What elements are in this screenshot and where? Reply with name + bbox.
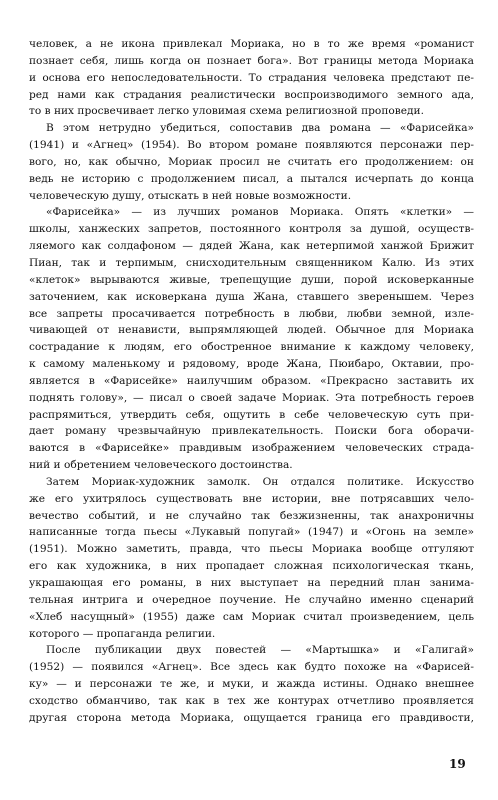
text-line: украшающая его романы, в них выступает на передний план занима- bbox=[29, 577, 474, 589]
text-line: поднять голову», — писал о своей задаче Мориак. Эта потребность героев bbox=[29, 391, 474, 404]
text-line: ний и обретением человеческого достоинства. bbox=[29, 459, 293, 472]
text-line: «Хлеб насущный» (1955) даже сам Мориак считал произведением, цель bbox=[29, 610, 474, 623]
text-line: ваются в «Фарисейке» правдивым изображением человеческих страда- bbox=[29, 442, 474, 455]
text-line: его как художника, в них пропадает сложная психологическая ткань, bbox=[29, 560, 474, 573]
text-line: ляемого как солдафоном — дядей Жана, как нетерпимой ханжой Брижит bbox=[29, 240, 474, 253]
text-line: другая сторона метода Мориака, ощущается граница его правдивости, bbox=[29, 711, 474, 724]
paragraph-2 bbox=[29, 120, 474, 204]
text-line: В этом нетрудно убедиться, сопоставив два романа — «Фарисейка» bbox=[46, 122, 474, 135]
text-line: сходство обманчиво, так как в тех же контурах отчетливо проявляется bbox=[29, 694, 474, 707]
text-line: вечество событий, и не случайно так безжизненны, так анахроничны bbox=[29, 509, 474, 522]
text-line: распрямиться, утвердить себя, ощутить в себе человеческую суть при- bbox=[29, 408, 474, 421]
text-line: написанные тогда пьесы «Лукавый попугай» (1947) и «Огонь на земле» bbox=[29, 526, 474, 539]
text-line: дает роману чрезвычайную привлекательность. Поиски бога оборачи- bbox=[29, 425, 474, 438]
text-line: ведь не историю с продолжением писал, а пытался исчерпать до конца bbox=[29, 172, 474, 185]
page-body bbox=[29, 36, 474, 727]
text-line: ред нами как страдания реалистически воспроизводимого земного ада, bbox=[29, 88, 474, 101]
text-line: познает себя, лишь когда он познает бога». Вот границы метода Мориака bbox=[29, 54, 474, 67]
text-line: Затем Мориак-художник замолк. Он отдался политике. Искусство bbox=[46, 475, 474, 488]
paragraph-3 bbox=[29, 204, 474, 474]
text-line: (1951). Можно заметить, правда, что пьесы Мориака вообще отгуляют bbox=[29, 543, 474, 556]
text-line: «клеток» вырываются живые, трепещущие души, порой исковерканные bbox=[29, 273, 474, 286]
paragraph-4 bbox=[29, 474, 474, 642]
text-line: сострадание к людям, его обостренное внимание к каждому человеку, bbox=[29, 341, 474, 354]
text-line: человеческую душу, отыскать в ней новые возможности. bbox=[29, 189, 352, 202]
text-line: заточением, как исковеркана душа Жана, ставшего зверенышем. Через bbox=[29, 290, 474, 303]
text-line: ку» — и персонажи те же, и муки, и жажда истины. Однако внешнее bbox=[29, 678, 474, 691]
text-line: к самому маленькому и рядовому, вроде Жана, Пюибаро, Октавии, про- bbox=[29, 358, 474, 371]
text-line: школы, ханжеских запретов, постоянного контроля за душой, осуществ- bbox=[29, 223, 474, 236]
text-line: После публикации двух повестей — «Мартышка» и «Галигай» bbox=[46, 644, 474, 657]
text-line: (1941) и «Агнец» (1954). Во втором романе появляются персонажи пер- bbox=[29, 139, 474, 152]
text-line: «Фарисейка» — из лучших романов Мориака. Опять «клетки» — bbox=[46, 206, 474, 219]
text-line: человек, а не икона привлекал Мориака, но в то же время «романист bbox=[29, 38, 474, 50]
text-line: является в «Фарисейке» наилучшим образом. «Прекрасно заставить их bbox=[29, 374, 474, 387]
text-line: Пиан, так и терпимым, снисходительным священником Калю. Из этих bbox=[29, 256, 474, 269]
text-line: все запреты просачивается потребность в любви, любви земной, изле- bbox=[29, 307, 474, 320]
text-line: вого, но, как обычно, Мориак просил не считать его продолжением: он bbox=[29, 155, 474, 168]
text-line: то в них просвечивает легко уловимая схема религиозной проповеди. bbox=[29, 105, 424, 118]
text-line: чивающей от ненависти, выпрямляющей людей. Обычное для Мориака bbox=[29, 324, 474, 337]
page-number: 19 bbox=[449, 757, 466, 771]
text-line: (1952) — появился «Агнец». Все здесь как будто похоже на «Фарисей- bbox=[29, 661, 474, 674]
text-line: которого — пропаганда религии. bbox=[29, 627, 216, 640]
text-line: тельная интрига и очередное поучение. Не случайно именно сценарий bbox=[29, 593, 474, 606]
text-line: и основа его непоследовательности. То страдания человека предстают пе- bbox=[29, 71, 474, 84]
paragraph-5 bbox=[29, 642, 474, 726]
text-line: же его ухитрялось существовать вне истории, вне потрясавших чело- bbox=[29, 492, 474, 505]
paragraph-1 bbox=[29, 36, 474, 120]
